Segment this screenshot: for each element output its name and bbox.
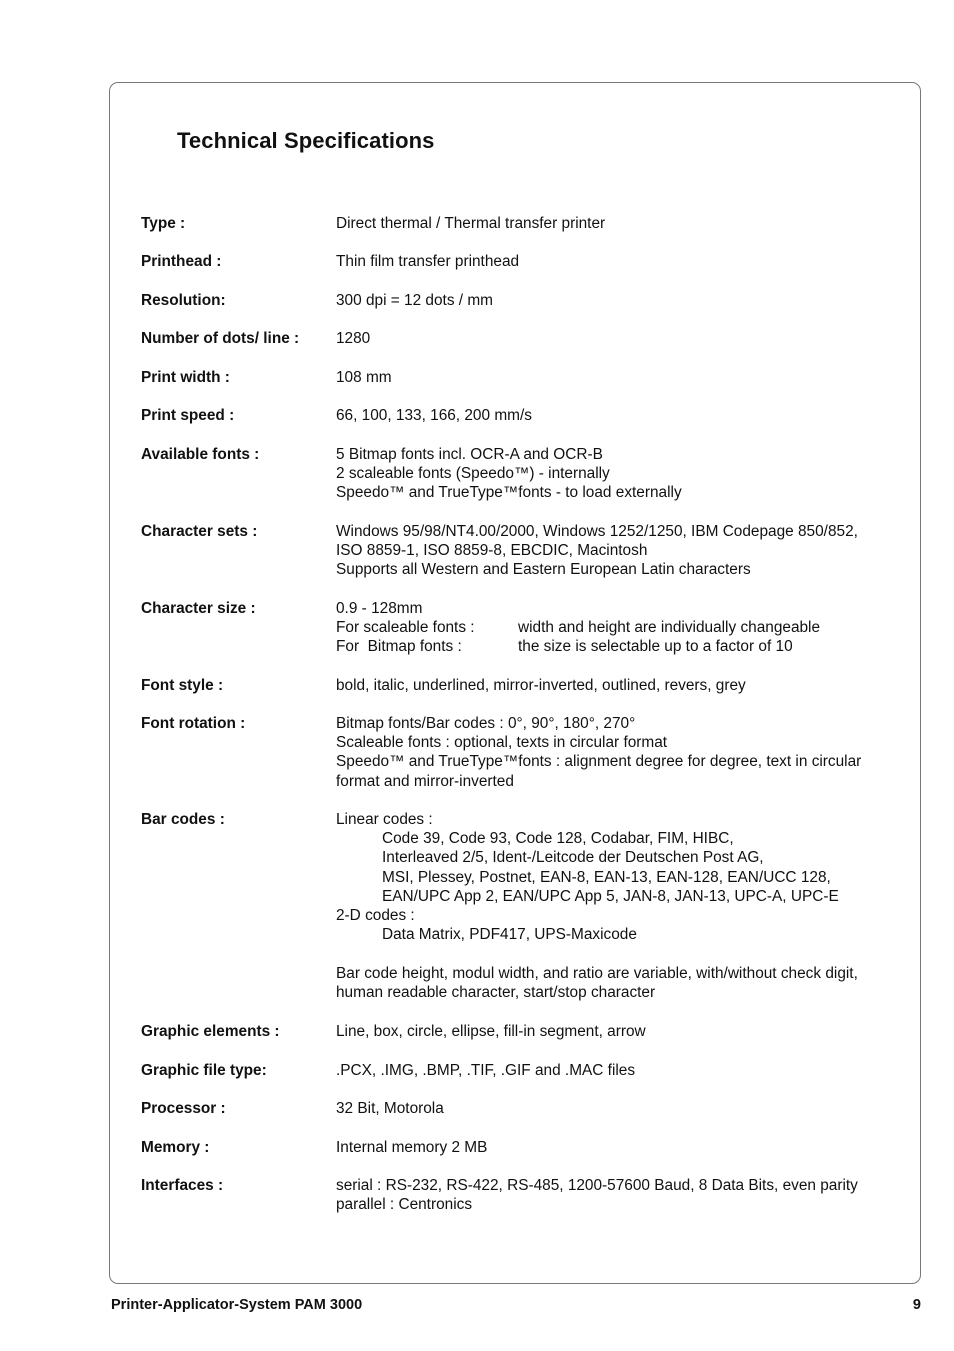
page-title: Technical Specifications (177, 128, 435, 153)
spec-label: Type : (141, 215, 186, 232)
spec-value-line: 0.9 - 128mm (336, 600, 423, 617)
spec-label: Printhead : (141, 253, 222, 270)
spec-label: Memory : (141, 1139, 210, 1156)
spec-value-pair (336, 618, 896, 637)
spec-label: Graphic file type: (141, 1062, 267, 1079)
spec-value-line: 2 scaleable fonts (Speedo™) - internally (336, 465, 610, 483)
spec-value-line: Direct thermal / Thermal transfer printer (336, 215, 606, 232)
spec-value-line: 66, 100, 133, 166, 200 mm/s (336, 407, 532, 424)
spec-value-line (336, 944, 896, 963)
spec-value (336, 522, 896, 580)
spec-label: Graphic elements : (141, 1023, 280, 1040)
spec-label: Processor : (141, 1100, 226, 1117)
pair-value: width and height are individually changeable (518, 619, 821, 637)
spec-label: Resolution: (141, 292, 226, 309)
spec-value-line: Internal memory 2 MB (336, 1139, 488, 1156)
spec-value (336, 1099, 896, 1118)
spec-value (336, 1138, 896, 1157)
spec-value-line: MSI, Plessey, Postnet, EAN-8, EAN-13, EAN-128, EAN/UCC 128, (382, 868, 831, 886)
spec-value-line: 32 Bit, Motorola (336, 1100, 444, 1117)
spec-value (336, 406, 896, 425)
spec-value-line: Scaleable fonts : optional, texts in circular format (336, 734, 668, 752)
footer-page-number: 9 (912, 1297, 921, 1313)
spec-value-line: 108 mm (336, 369, 392, 386)
spec-value (336, 329, 896, 348)
spec-value (336, 1022, 896, 1041)
spec-label: Number of dots/ line : (141, 330, 300, 347)
spec-label: Print width : (141, 369, 230, 386)
pair-key: For Bitmap fonts : (336, 638, 462, 656)
footer-document-title: Printer-Applicator-System PAM 3000 (111, 1297, 363, 1313)
spec-value-line: Code 39, Code 93, Code 128, Codabar, FIM, HIBC, (382, 830, 734, 848)
pair-value: the size is selectable up to a factor of 10 (518, 638, 793, 656)
spec-value (336, 810, 896, 1002)
spec-value-line: Data Matrix, PDF417, UPS-Maxicode (382, 926, 637, 944)
spec-value-line: 5 Bitmap fonts incl. OCR-A and OCR-B (336, 446, 603, 463)
spec-value-line: 1280 (336, 330, 371, 347)
spec-value-line: .PCX, .IMG, .BMP, .TIF, .GIF and .MAC files (336, 1062, 636, 1079)
pair-key: For scaleable fonts : (336, 619, 475, 637)
spec-value (336, 214, 896, 233)
spec-value-line: EAN/UPC App 2, EAN/UPC App 5, JAN-8, JAN-13, UPC-A, UPC-E (382, 887, 839, 905)
spec-value (336, 252, 896, 271)
spec-label: Font rotation : (141, 715, 246, 732)
spec-value-line: Linear codes : (336, 811, 433, 828)
spec-value (336, 1176, 896, 1214)
spec-value (336, 445, 896, 503)
spec-value-line: Bar code height, modul width, and ratio are variable, with/without check digit, (336, 964, 858, 982)
spec-value (336, 368, 896, 387)
spec-value-line: Speedo™ and TrueType™fonts - to load externally (336, 484, 682, 502)
spec-value-line: Line, box, circle, ellipse, fill-in segment, arrow (336, 1023, 646, 1040)
spec-value-line: Thin film transfer printhead (336, 253, 520, 270)
spec-value-line: Bitmap fonts/Bar codes : 0°, 90°, 180°, 270° (336, 715, 636, 732)
spec-label: Character size : (141, 600, 256, 617)
spec-label: Bar codes : (141, 811, 225, 828)
spec-label: Print speed : (141, 407, 235, 424)
spec-value-line: Windows 95/98/NT4.00/2000, Windows 1252/1250, IBM Codepage 850/852, (336, 523, 858, 540)
spec-value-line: ISO 8859-1, ISO 8859-8, EBCDIC, Macintosh (336, 542, 648, 560)
spec-value (336, 1061, 896, 1080)
spec-label: Character sets : (141, 523, 258, 540)
spec-value-line: Supports all Western and Eastern European Latin characters (336, 561, 751, 579)
spec-value-line: bold, italic, underlined, mirror-inverted, outlined, revers, grey (336, 677, 746, 694)
spec-label: Available fonts : (141, 446, 260, 463)
spec-value-line: format and mirror-inverted (336, 772, 514, 790)
spec-value-line: human readable character, start/stop character (336, 983, 656, 1001)
spec-value-line: parallel : Centronics (336, 1196, 473, 1214)
spec-value-line: Interleaved 2/5, Ident-/Leitcode der Deutschen Post AG, (382, 849, 764, 867)
spec-label: Interfaces : (141, 1177, 224, 1194)
spec-label: Font style : (141, 677, 224, 694)
spec-value-line: serial : RS-232, RS-422, RS-485, 1200-57600 Baud, 8 Data Bits, even parity (336, 1177, 858, 1194)
spec-value-line: 2-D codes : (336, 907, 415, 925)
spec-value-line: 300 dpi = 12 dots / mm (336, 292, 493, 309)
spec-value (336, 714, 896, 791)
spec-value (336, 599, 896, 657)
spec-value-pair (336, 637, 896, 656)
spec-value (336, 676, 896, 695)
spec-value-line: Speedo™ and TrueType™fonts : alignment degree for degree, text in circular (336, 753, 862, 771)
spec-value (336, 291, 896, 310)
